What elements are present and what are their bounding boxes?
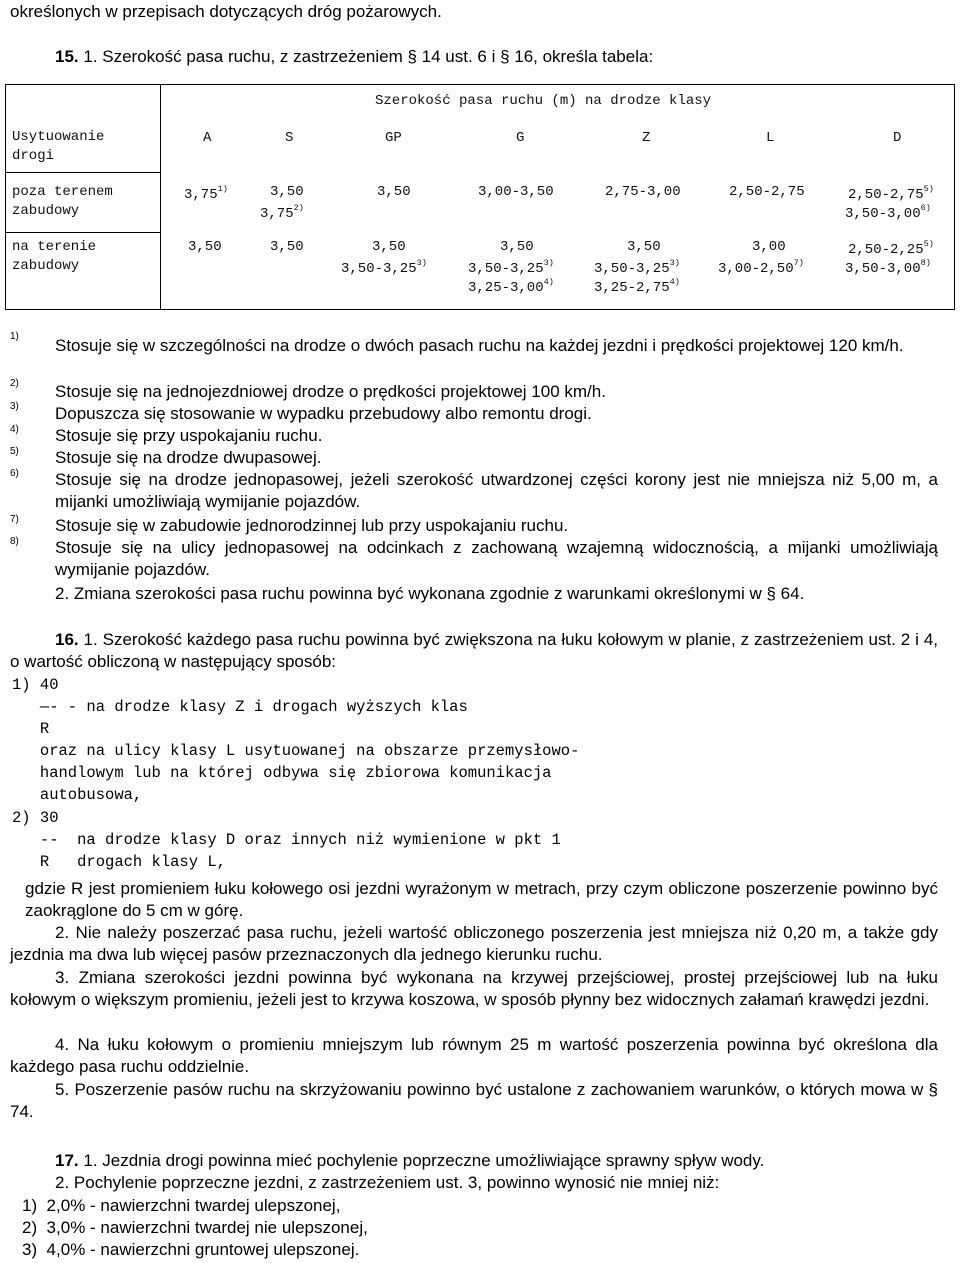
footnote-8-num: 8) [10,536,19,547]
row2-label-1: na terenie [12,239,97,255]
footnote-5-num: 5) [10,446,19,457]
cell: 3,00-2,50$^{7)}$ [718,258,804,277]
section-17-list-item-2: 2) 3,0% - nawierzchni twardej nie ulepszonej, [22,1218,368,1237]
cell: 3,50 [270,239,304,255]
row1-label-1: poza terenem [12,184,113,200]
cell: 3,75$^{2)}$ [260,203,304,222]
gdzie-para: gdzie R jest promieniem łuku kołowego osi jezdni wyrażonym w metrach, przy czym obliczone poszerzenie powinno być zaokrąglone do 5 cm w górę. [25,879,938,920]
formula-line-3: R [12,720,50,738]
footnote-2-num: 2) [10,378,19,389]
cell: 3,25-2,75$^{4)}$ [594,277,680,296]
footnote-2-text: Stosuje się na jednojezdniowej drodze o prędkości projektowej 100 km/h. [55,382,606,401]
formula-line-1: 1) 40 [12,676,59,694]
section-number: 15. [55,47,79,66]
table-header-row-label-1: Usytuowanie [12,129,105,145]
cell: 3,50-3,25$^{3)}$ [468,258,554,277]
cell: 3,75$^{1)}$ [184,184,228,203]
cell: 3,25-3,00$^{4)}$ [468,277,554,296]
cell: 2,75-3,00 [605,184,681,200]
footnote-1-text: Stosuje się w szczególności na drodze o dwóch pasach ruchu na każdej jezdni i prędkości projektowej 120 km/h. [55,336,904,355]
class-Z: Z [642,130,651,146]
formula-line-6: autobusowa, [12,786,143,804]
footnote-1-num: 1) [10,331,19,342]
section-17-list-item-1: 1) 2,0% - nawierzchni twardej ulepszonej, [22,1196,341,1215]
formula-line-7: 2) 30 [12,809,59,827]
footnote-7-num: 7) [10,514,19,525]
cell: 3,50-3,25$^{3)}$ [341,258,427,277]
footnote-4-num: 4) [10,424,19,435]
cell: 2,50-2,75$^{5)}$ [848,184,934,203]
cell: 3,50 [372,239,406,255]
section-16-intro: 16. 1. Szerokość każdego pasa ruchu powinna być zwiększona na łuku kołowym w planie, z zastrzeżeniem ust. 2 i 4, o wartość obliczoną w następujący sposób: [10,630,938,671]
table-header-row-label-2: drogi [12,148,55,164]
class-G: G [516,130,525,146]
class-GP: GP [385,130,402,146]
section-16-para-3: 3. Zmiana szerokości jezdni powinna być wykonana na krzywej przejściowej, prostej przejściowej lub na łuku kołowym o większym promieniu, jeżeli jest to krzywa koszowa, w sposób płynny bez widocznych załamań krawędzi jezdni. [10,968,938,1009]
section-16-para-2: 2. Nie należy poszerzać pasa ruchu, jeżeli wartość obliczonego poszerzenia jest mniejsza niż 0,20 m, a także gdy jezdnia ma dwa lub więcej pasów przeznaczonych dla jednego kierunku ruchu. [10,923,938,964]
cell: 3,00-3,50 [478,184,554,200]
class-S: S [285,130,294,146]
cell: 3,50-3,00$^{6)}$ [845,203,931,222]
footnote-6-num: 6) [10,468,19,479]
section-17-list-item-3: 3) 4,0% - nawierzchni gruntowej ulepszonej. [22,1240,360,1259]
row1-label-2: zabudowy [12,203,80,219]
footnote-4-text: Stosuje się przy uspokajaniu ruchu. [55,426,323,445]
cell: 3,50 [377,184,411,200]
row2-label-2: zabudowy [12,258,80,274]
cell: 3,50 [627,239,661,255]
section-15-para-2: 2. Zmiana szerokości pasa ruchu powinna być wykonana zgodnie z warunkami określonymi w § 64. [55,584,805,603]
formula-line-5: handlowym lub na której odbywa się zbiorowa komunikacja [12,764,552,782]
section-15-intro [55,47,653,67]
cell: 2,50-2,25$^{5)}$ [848,239,934,258]
class-A: A [203,130,212,146]
section-17-intro: 17. 1. Jezdnia drogi powinna mieć pochylenie poprzeczne umożliwiające sprawny spływ wody. [55,1151,765,1170]
section-16-para-5: 5. Poszerzenie pasów ruchu na skrzyżowaniu powinno być ustalone z zachowaniem warunków, o których mowa w § 74. [10,1080,938,1121]
cell: 3,50 [188,239,222,255]
class-D: D [893,130,902,146]
footnote-5-text: Stosuje się na drodze dwupasowej. [55,448,322,467]
formula-line-4: oraz na ulicy klasy L usytuowanej na obszarze przemysłowo- [12,742,580,760]
cell: 3,50 [500,239,534,255]
section-16-para-4: 4. Na łuku kołowym o promieniu mniejszym lub równym 25 m wartość poszerzenia powinna być określona dla każdego pasa ruchu oddzielnie. [10,1035,938,1076]
cell: 3,50 [270,184,304,200]
cell: 3,50-3,25$^{3)}$ [594,258,680,277]
cell: 2,50-2,75 [729,184,805,200]
cell: 3,00 [752,239,786,255]
formula-line-9: R drogach klasy L, [12,853,226,871]
footnote-3-num: 3) [10,401,19,412]
formula-line-8: -- na drodze klasy D oraz innych niż wymienione w pkt 1 [12,831,561,849]
section-17-para-2: 2. Pochylenie poprzeczne jezdni, z zastrzeżeniem ust. 3, powinno wynosić nie mniej niż: [55,1173,720,1192]
top-line: określonych w przepisach dotyczących dróg pożarowych. [10,2,442,21]
footnote-7-text: Stosuje się w zabudowie jednorodzinnej lub przy uspokajaniu ruchu. [55,516,569,535]
formula-line-2: —- - na drodze klasy Z i drogach wyższych klas [12,698,468,716]
footnote-6-text: Stosuje się na drodze jednopasowej, jeżeli szerokość utwardzonej części korony jest nie mniejsza niż 5,00 m, a mijanki umożliwiają wymijanie pojazdów. [55,470,938,511]
section-text: 1. Szerokość pasa ruchu, z zastrzeżeniem § 14 ust. 6 i § 16, określa tabela: [78,47,654,66]
cell: 3,50-3,00$^{8)}$ [845,258,931,277]
footnote-3-text: Dopuszcza się stosowanie w wypadku przebudowy albo remontu drogi. [55,404,592,423]
footnote-8-text: Stosuje się na ulicy jednopasowej na odcinkach z zachowaną wzajemną widocznością, a mijanki umożliwiają wymijanie pojazdów. [55,538,938,579]
table-header-main: Szerokość pasa ruchu (m) na drodze klasy [375,93,712,109]
class-L: L [766,130,775,146]
